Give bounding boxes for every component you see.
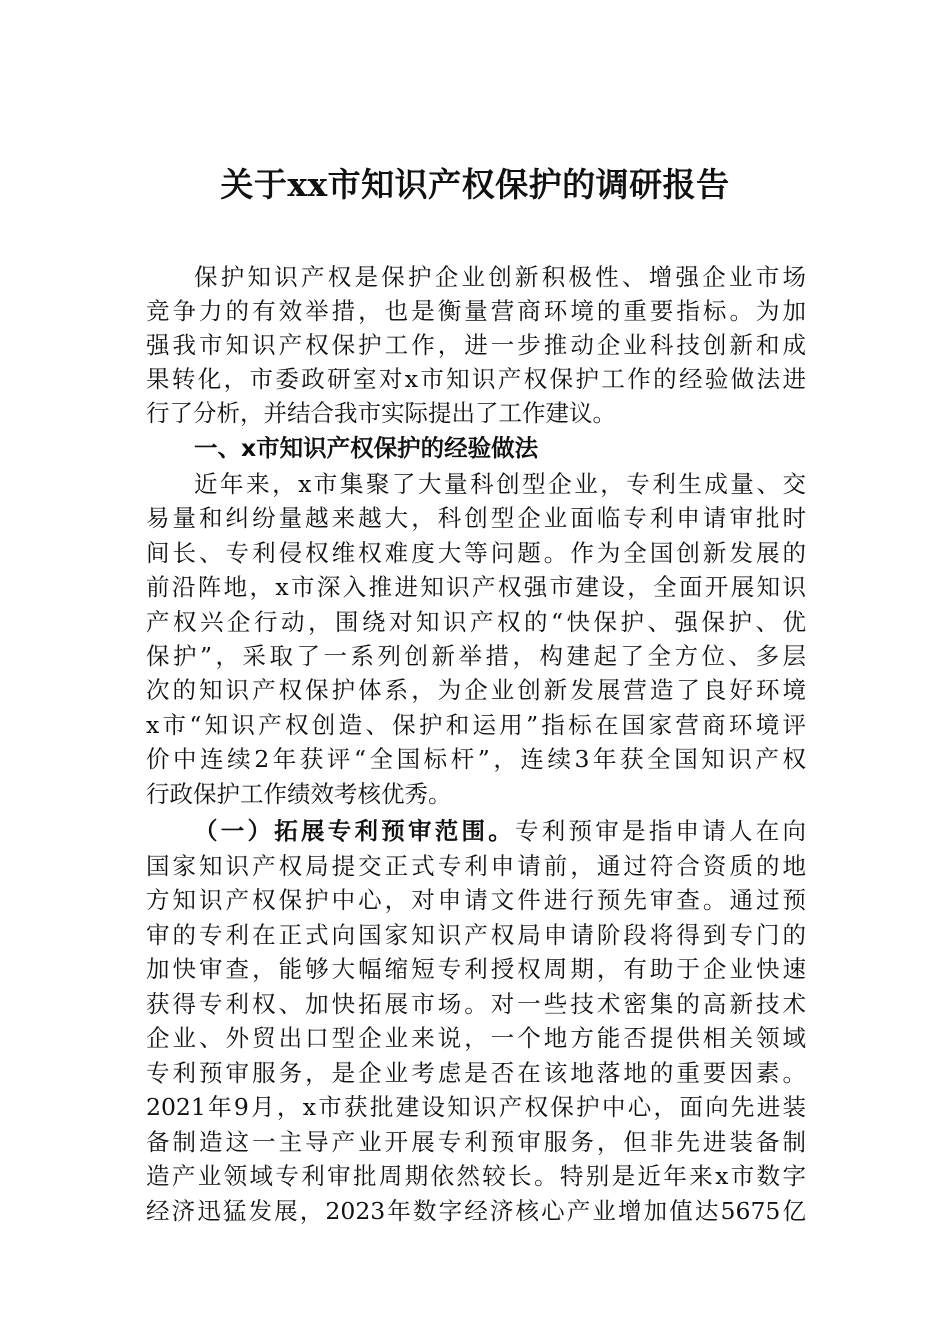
- body-line: 保护”，采取了一系列创新举措，构建起了全方位、多层: [146, 642, 806, 670]
- intro-line: 竞争力的有效举措，也是衡量营商环境的重要指标。为加: [146, 297, 806, 325]
- intro-line: 行了分析，并结合我市实际提出了工作建议。: [146, 399, 616, 427]
- section-heading: 一、x市知识产权保护的经验做法: [194, 434, 539, 462]
- body-line: 方知识产权保护中心，对申请文件进行预先审查。通过预: [146, 886, 806, 914]
- body-line: 加快审查，能够大幅缩短专利授权周期，有助于企业快速: [146, 955, 806, 983]
- body-line: 获得专利权、加快拓展市场。对一些技术密集的高新技术: [146, 990, 806, 1018]
- body-line: 经济迅猛发展，2023年数字经济核心产业增加值达5675亿: [146, 1197, 806, 1225]
- body-line: 间长、专利侵权维权难度大等问题。作为全国创新发展的: [146, 539, 806, 567]
- body-line: 备制造这一主导产业开展专利预审服务，但非先进装备制: [146, 1128, 806, 1156]
- subsection-label: （一）拓展专利预审范围。: [194, 817, 515, 845]
- body-line: 2021年9月，x市获批建设知识产权保护中心，面向先进装: [146, 1093, 806, 1121]
- body-line: 国家知识产权局提交正式专利申请前，通过符合资质的地: [146, 852, 806, 880]
- body-line: 专利预审服务，是企业考虑是否在该地落地的重要因素。: [146, 1059, 806, 1087]
- body-line: 近年来，x市集聚了大量科创型企业，专利生成量、交: [194, 470, 806, 498]
- body-line: x市“知识产权创造、保护和运用”指标在国家营商环境评: [146, 711, 806, 739]
- intro-line: 强我市知识产权保护工作，进一步推动企业科技创新和成: [146, 331, 806, 359]
- body-line: 企业、外贸出口型企业来说，一个地方能否提供相关领域: [146, 1024, 806, 1052]
- body-line: 前沿阵地，x市深入推进知识产权强市建设，全面开展知识: [146, 573, 806, 601]
- subsection-text: 专利预审是指申请人在向: [515, 817, 806, 845]
- body-line: 审的专利在正式向国家知识产权局申请阶段将得到专门的: [146, 921, 806, 949]
- body-line: 行政保护工作绩效考核优秀。: [146, 780, 452, 808]
- body-line: 造产业领域专利审批周期依然较长。特别是近年来x市数字: [146, 1162, 806, 1190]
- body-line: 产权兴企行动，围绕对知识产权的“快保护、强保护、优: [146, 608, 806, 636]
- subsection-first-line: [194, 814, 806, 848]
- intro-line: 果转化，市委政研室对x市知识产权保护工作的经验做法进: [146, 365, 806, 393]
- body-line: 次的知识产权保护体系，为企业创新发展营造了良好环境: [146, 676, 806, 704]
- body-line: 价中连续2年获评“全国标杆”，连续3年获全国知识产权: [146, 745, 806, 773]
- body-line: 易量和纠纷量越来越大，科创型企业面临专利申请审批时: [146, 504, 806, 532]
- intro-line: 保护知识产权是保护企业创新积极性、增强企业市场: [194, 263, 806, 291]
- document-title: 关于xx市知识产权保护的调研报告: [220, 165, 730, 204]
